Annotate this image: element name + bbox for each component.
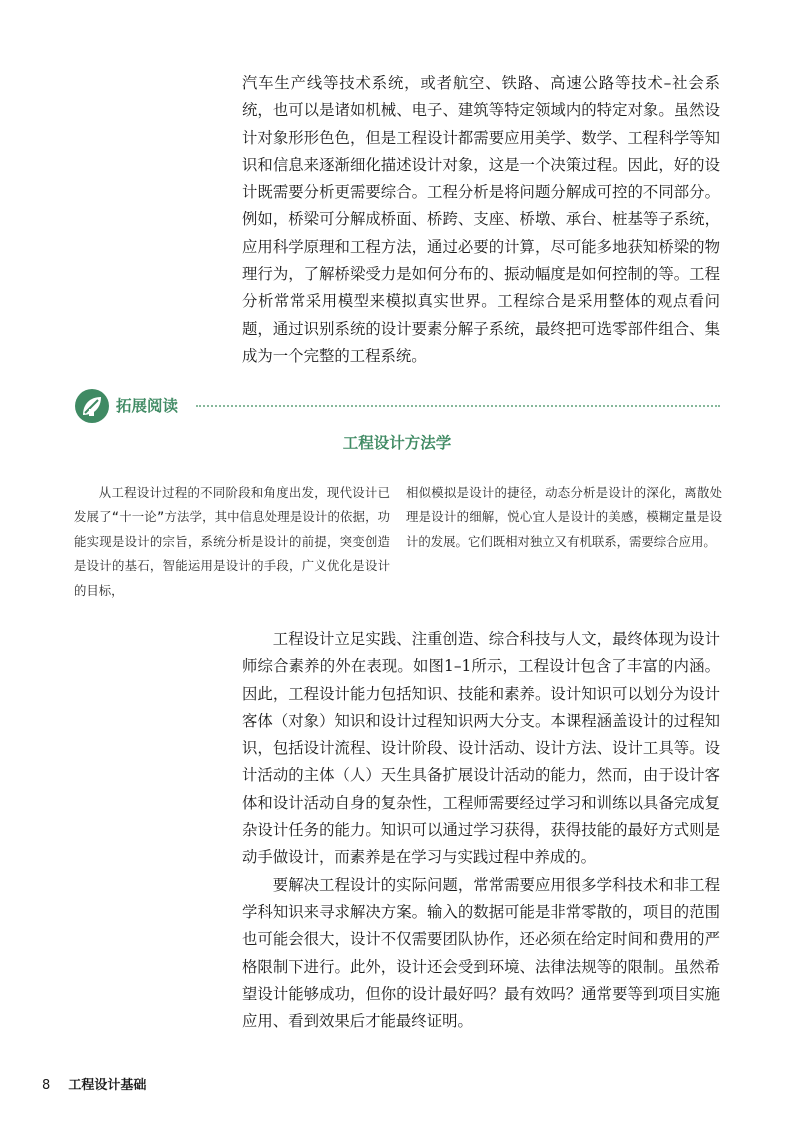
page-footer: [42, 1076, 146, 1096]
book-title: 工程设计基础: [68, 1078, 147, 1093]
leaf-pen-icon: [74, 388, 110, 424]
extended-reading-left-column: [74, 481, 390, 603]
extended-reading-title: 工程设计方法学: [342, 434, 452, 452]
paragraph: 相似模拟是设计的捷径，动态分析是设计的深化，离散处理是设计的细解，悦心宜人是设计的美感，模糊定量是设计的发展。它们既相对独立又有机联系，需要综合应用。: [406, 485, 722, 549]
body-text-main: [242, 626, 720, 1035]
paragraph: 汽车生产线等技术系统，或者航空、铁路、高速公路等技术–社会系统，也可以是诸如机械、电子、建筑等特定领域内的特定对象。虽然设计对象形形色色，但是工程设计都需要应用美学、数学、工程科学等知识和信息来逐渐细化描述设计对象，这是一个决策过程。因此，好的设计既需要分析更需要综合。工程分析是将问题分解成可控的不同部分。例如，桥梁可分解成桥面、桥跨、支座、桥墩、承台、桩基等子系统，应用科学原理和工程方法，通过必要的计算，尽可能多地获知桥梁的物理行为，了解桥梁受力是如何分布的、振动幅度是如何控制的等。工程分析常常采用模型来模拟真实世界。工程综合是采用整体的观点看问题，通过识别系统的设计要素分解子系统，最终把可选零部件组合、集成为一个完整的工程系统。: [242, 74, 720, 365]
paragraph: 要解决工程设计的实际问题，常常需要应用很多学科技术和非工程学科知识来寻求解决方案。输入的数据可能是非常零散的，项目的范围也可能会很大，设计不仅需要团队协作，还必须在给定时间和费用的严格限制下进行。此外，设计还会受到环境、法律法规等的限制。虽然希望设计能够成功，但你的设计最好吗？最有效吗？通常要等到项目实施应用、看到效果后才能最终证明。: [242, 875, 720, 1031]
body-text-top: [242, 70, 720, 370]
paragraph: 从工程设计过程的不同阶段和角度出发，现代设计已发展了“十一论”方法学，其中信息处理是设计的依据，功能实现是设计的宗旨，系统分析是设计的前提，突变创造是设计的基石，智能运用是设计的手段，广义优化是设计的目标，: [74, 485, 390, 598]
extended-reading-label: 拓展阅读: [116, 397, 179, 415]
extended-reading-right-column: [406, 481, 722, 554]
dotted-divider: [196, 405, 720, 407]
page-number: 8: [42, 1078, 51, 1093]
extended-reading-header: [74, 388, 720, 424]
paragraph: 工程设计立足实践、注重创造、综合科技与人文，最终体现为设计师综合素养的外在表现。如图1–1所示，工程设计包含了丰富的内涵。因此，工程设计能力包括知识、技能和素养。设计知识可以划分为设计客体（对象）知识和设计过程知识两大分支。本课程涵盖设计的过程知识，包括设计流程、设计阶段、设计活动、设计方法、设计工具等。设计活动的主体（人）天生具备扩展设计活动的能力，然而，由于设计客体和设计活动自身的复杂性，工程师需要经过学习和训练以具备完成复杂设计任务的能力。知识可以通过学习获得，获得技能的最好方式则是动手做设计，而素养是在学习与实践过程中养成的。: [242, 630, 720, 867]
